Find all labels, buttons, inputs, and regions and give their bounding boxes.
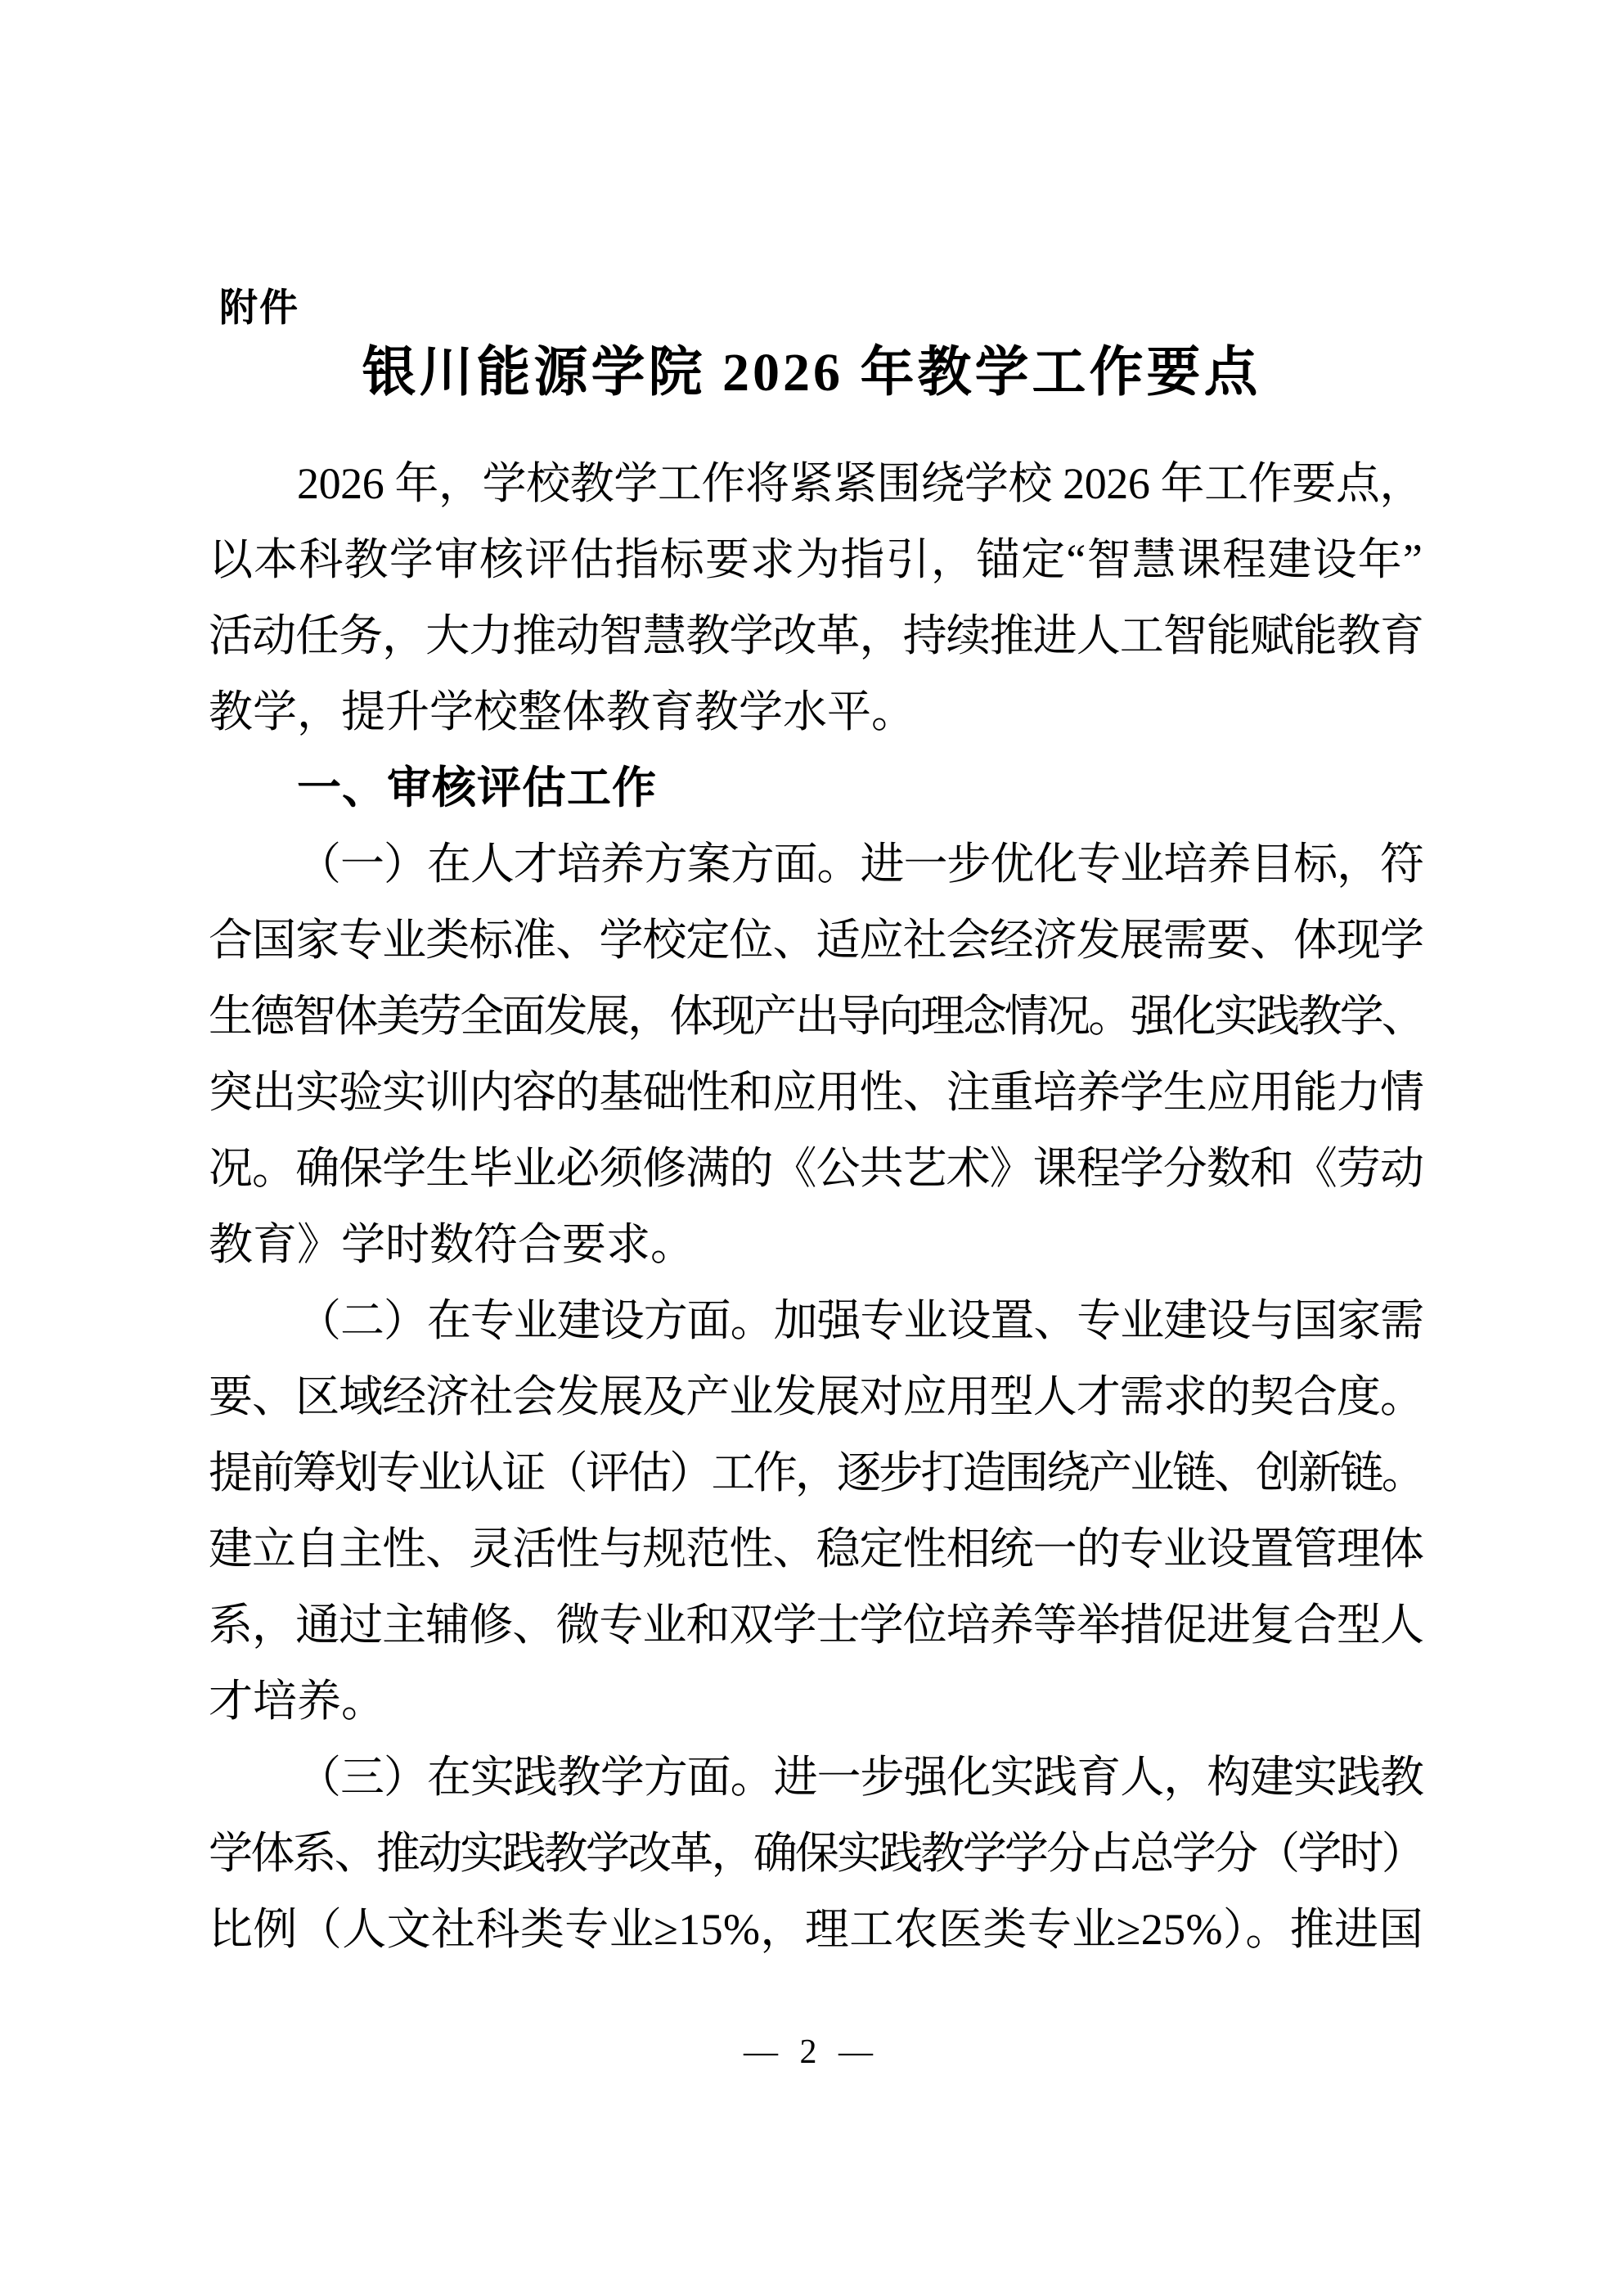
text-line — [209, 1663, 1423, 1740]
text-line-content: 突出实验实训内容的基础性和应用性、注重培养学生应用能力情 — [209, 1068, 1423, 1117]
text-line — [209, 1131, 1423, 1207]
text-line-content: 提前筹划专业认证（评估）工作，逐步打造围绕产业链、创新链。 — [209, 1448, 1423, 1497]
text-line-content: 2026 年，学校教学工作将紧紧围绕学校 2026 年工作要点， — [297, 459, 1423, 508]
text-line — [209, 446, 1423, 522]
text-line-content: 建立自主性、灵活性与规范性、稳定性相统一的专业设置管理体 — [209, 1524, 1423, 1573]
text-line — [209, 1892, 1423, 1968]
text-line — [209, 1511, 1423, 1587]
text-line-content: 以本科教学审核评估指标要求为指引，锚定“智慧课程建设年” — [209, 535, 1423, 584]
page-title: 银川能源学院 2026 年教学工作要点 — [362, 343, 1261, 403]
page-number: — 2 — — [744, 2033, 879, 2071]
text-line-content: 要、区域经济社会发展及产业发展对应用型人才需求的契合度。 — [209, 1372, 1423, 1421]
text-line — [209, 1359, 1423, 1435]
section-heading — [209, 750, 1423, 826]
text-line — [209, 1207, 1423, 1283]
text-line — [209, 1055, 1423, 1131]
text-line-content: 系，通过主辅修、微专业和双学士学位培养等举措促进复合型人 — [209, 1600, 1423, 1650]
text-line-content: 活动任务，大力推动智慧教学改革，持续推进人工智能赋能教育 — [209, 611, 1423, 660]
text-line — [209, 979, 1423, 1055]
text-line — [209, 1435, 1423, 1511]
text-line-content: 学体系、推动实践教学改革，确保实践教学学分占总学分（学时） — [209, 1829, 1423, 1878]
text-line-content: 比例（人文社科类专业≥15%，理工农医类专业≥25%）。推进国 — [209, 1905, 1423, 1954]
text-line-content: 合国家专业类标准、学校定位、适应社会经济发展需要、体现学 — [209, 916, 1423, 965]
text-line — [209, 826, 1423, 903]
text-line-content: 教育》学时数符合要求。 — [209, 1220, 695, 1269]
text-line-content: （一）在人才培养方案方面。进一步优化专业培养目标，符 — [297, 840, 1423, 889]
text-line-content: （三）在实践教学方面。进一步强化实践育人，构建实践教 — [297, 1753, 1423, 1802]
text-line-content: 才培养。 — [209, 1677, 385, 1726]
text-line-content: 教学，提升学校整体教育教学水平。 — [209, 687, 915, 736]
text-line — [209, 674, 1423, 750]
text-line — [209, 1740, 1423, 1816]
text-line — [209, 522, 1423, 598]
text-line — [209, 1587, 1423, 1663]
text-line-content: 一、审核评估工作 — [297, 763, 657, 813]
document-body — [209, 446, 1423, 1968]
text-line — [209, 1283, 1423, 1359]
text-line-content: 况。确保学生毕业必须修满的《公共艺术》课程学分数和《劳动 — [209, 1144, 1423, 1193]
text-line — [209, 903, 1423, 979]
attachment-label: 附件 — [219, 286, 299, 329]
text-line — [209, 598, 1423, 674]
text-line-content: 生德智体美劳全面发展，体现产出导向理念情况。强化实践教学、 — [209, 992, 1423, 1041]
text-line-content: （二）在专业建设方面。加强专业设置、专业建设与国家需 — [297, 1296, 1423, 1345]
text-line — [209, 1816, 1423, 1892]
